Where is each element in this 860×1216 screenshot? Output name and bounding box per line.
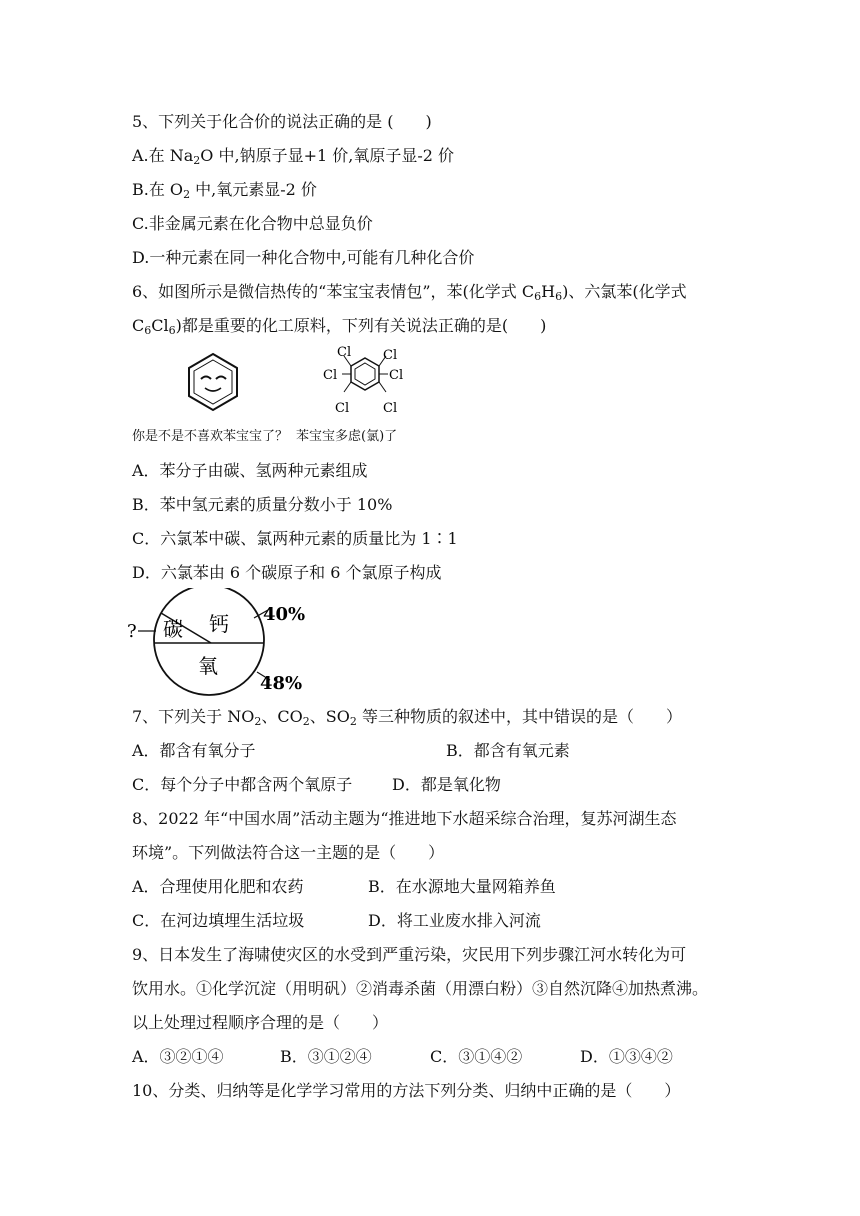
q9-stem-line1: 9、日本发生了海啸使灾区的水受到严重污染，灾民用下列步骤江河水转化为可 [132, 945, 687, 964]
hexachlorobenzene-structure-icon [323, 345, 403, 416]
benzene-figure [180, 340, 430, 426]
q7-option-d: D．都是氧化物 [392, 775, 501, 794]
pie-unknown-label: ? [127, 621, 137, 642]
q6-option-c: C．六氯苯中碳、氯两种元素的质量比为 1∶1 [132, 529, 458, 548]
q8-option-d: D．将工业废水排入河流 [368, 911, 541, 930]
q7-option-b: B．都含有氧元素 [446, 741, 570, 760]
q6-stem-line1: 6、如图所示是微信热传的“苯宝宝表情包”，苯(化学式 $C_6H_6$)、六氯苯(化学式 [132, 282, 687, 303]
pie-calcium-label: 钙 [209, 612, 229, 636]
q5-option-d: D.一种元素在同一种化合物中,可能有几种化合价 [132, 248, 475, 267]
q5-option-a: A.在 $Na_2O$ 中,钠原子显+1 价,氧原子显-2 价 [132, 146, 455, 167]
pie-calcium-percent: 40% [263, 604, 306, 625]
cl-label: Cl [389, 368, 404, 383]
q8-option-c: C．在河边填埋生活垃圾 [132, 911, 305, 930]
q6-stem-line2: $C_6Cl_6$)都是重要的化工原料，下列有关说法正确的是( ) [132, 316, 547, 337]
q9-option-b: B．③①②④ [280, 1047, 372, 1066]
benzene-face-icon [189, 354, 237, 410]
q5-option-b: B.在 $O_2$ 中,氧元素显-2 价 [132, 180, 317, 201]
q5-option-c: C.非金属元素在化合物中总显负价 [132, 214, 373, 233]
q8-option-a: A．合理使用化肥和农药 [132, 877, 304, 896]
q6-option-b: B．苯中氢元素的质量分数小于 10% [132, 495, 393, 514]
figure-caption [132, 428, 405, 446]
q7-stem: 7、下列关于 $NO_2$、$CO_2$、$SO_2$ 等三种物质的叙述中，其中错误的是（ ） [132, 707, 682, 728]
q9-option-a: A．③②①④ [132, 1047, 224, 1066]
q9-option-c: C．③①④② [430, 1047, 523, 1066]
element-composition-pie [120, 588, 320, 698]
q5-stem: 5、下列关于化合价的说法正确的是 ( ) [132, 112, 432, 131]
cl-label: Cl [337, 345, 352, 360]
q6-option-d: D．六氯苯由 6 个碳原子和 6 个氯原子构成 [132, 563, 442, 582]
caption-left: 你是不是不喜欢苯宝宝了？ [132, 429, 289, 444]
q9-stem-line3: 以上处理过程顺序合理的是（ ） [132, 1013, 389, 1032]
q8-stem-line2: 环境”。下列做法符合这一主题的是（ ） [132, 843, 445, 862]
q8-stem-line1: 8、2022 年“中国水周”活动主题为“推进地下水超采综合治理，复苏河湖生态 [132, 809, 677, 828]
cl-label: Cl [335, 401, 350, 416]
q7-option-a: A．都含有氧分子 [132, 741, 256, 760]
cl-label: Cl [323, 368, 338, 383]
q10-stem: 10、分类、归纳等是化学学习常用的方法下列分类、归纳中正确的是（ ） [132, 1081, 681, 1100]
pie-oxygen-percent: 48% [260, 673, 303, 694]
q7-option-c: C．每个分子中都含两个氧原子 [132, 775, 353, 794]
q6-option-a: A．苯分子由碳、氢两种元素组成 [132, 461, 368, 480]
cl-label: Cl [383, 348, 398, 363]
q9-stem-line2: 饮用水。①化学沉淀（用明矾）②消毒杀菌（用漂白粉）③自然沉降④加热煮沸。 [132, 979, 709, 998]
q8-option-b: B．在水源地大量网箱养鱼 [368, 877, 556, 896]
caption-right: 苯宝宝多虑(氯)了 [296, 429, 398, 444]
q9-option-d: D．①③④② [580, 1047, 673, 1066]
pie-carbon-label: 碳 [163, 617, 183, 641]
cl-label: Cl [383, 401, 398, 416]
pie-oxygen-label: 氧 [198, 654, 218, 678]
